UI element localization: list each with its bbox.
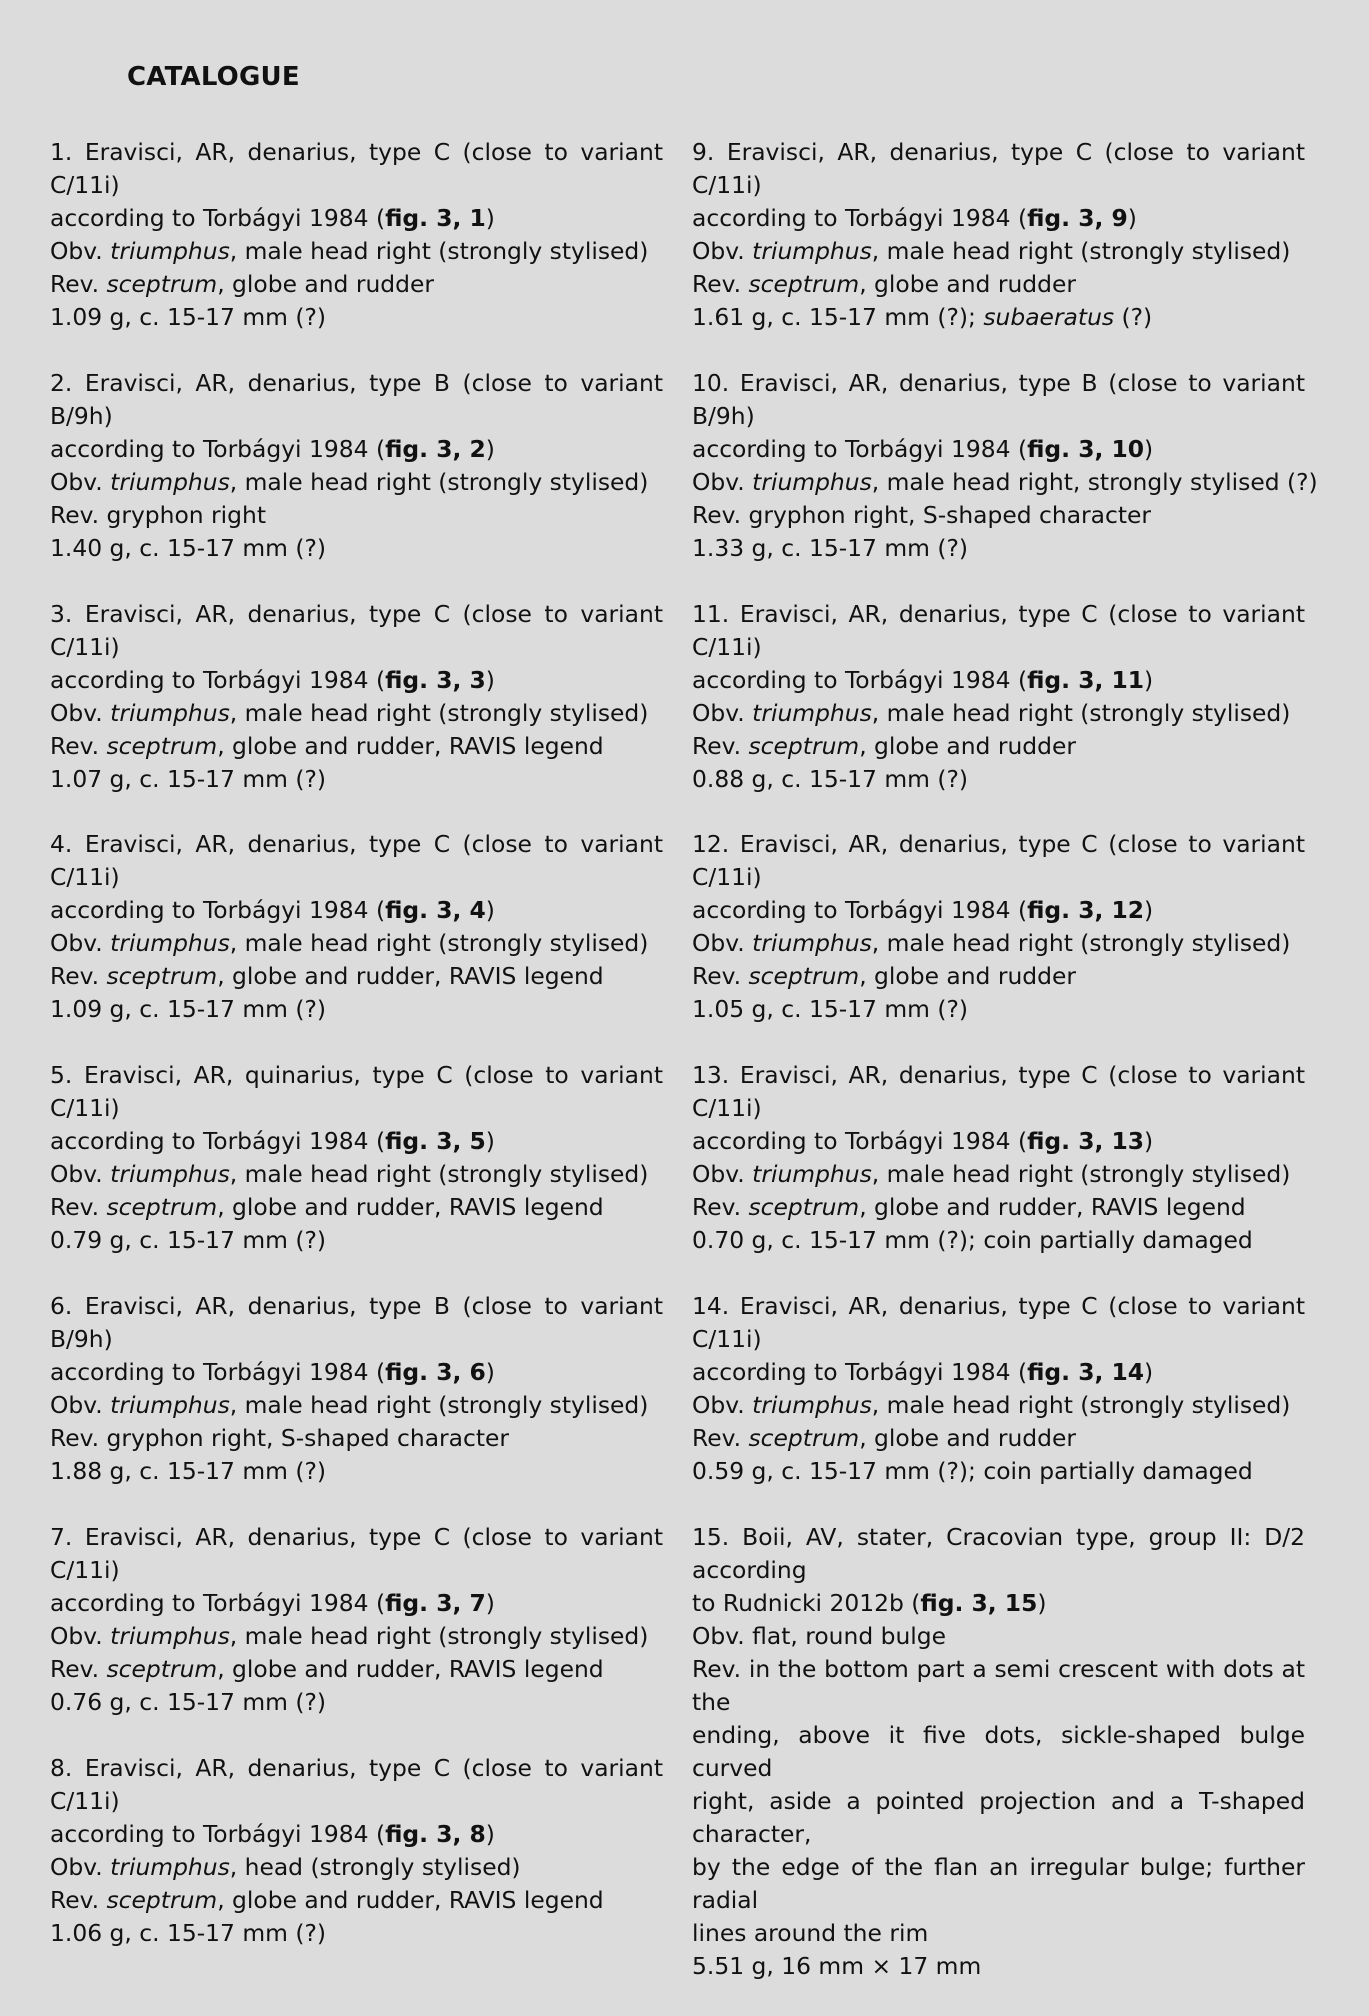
obverse-label: Obv. bbox=[692, 929, 745, 958]
reverse-description-line: right, aside a pointed projection and a T-shaped character, bbox=[692, 1786, 1305, 1848]
entry-obverse bbox=[50, 1620, 663, 1653]
entry-reference bbox=[692, 202, 1305, 235]
weight-diameter: 0.79 g, c. 15-17 mm (?) bbox=[50, 1226, 327, 1255]
entry-reference bbox=[50, 1125, 663, 1158]
entry-description: Eravisci, AR, denarius, type B (close to variant B/9h) bbox=[50, 368, 663, 430]
entry-description: Eravisci, AR, denarius, type B (close to variant B/9h) bbox=[692, 368, 1305, 430]
entry-heading bbox=[50, 1290, 663, 1356]
obverse-description: , male head right (strongly stylised) bbox=[871, 1160, 1291, 1189]
catalogue-entry bbox=[50, 598, 663, 796]
entry-number: 12. bbox=[692, 830, 730, 859]
catalogue-entry bbox=[50, 1752, 663, 1950]
reverse-description-line: Rev. in the bottom part a semi crescent with dots at the bbox=[692, 1654, 1305, 1716]
entry-reverse bbox=[50, 499, 663, 532]
entry-reverse bbox=[50, 1884, 663, 1917]
entry-reference bbox=[692, 1587, 1305, 1620]
entry-description: Eravisci, AR, quinarius, type C (close to variant C/11i) bbox=[50, 1061, 663, 1123]
entry-heading bbox=[50, 1521, 663, 1587]
weight-diameter: 1.06 g, c. 15-17 mm (?) bbox=[50, 1918, 327, 1947]
weight-diameter: 1.33 g, c. 15-17 mm (?) bbox=[692, 533, 969, 562]
catalogue-entry bbox=[50, 1290, 663, 1488]
reverse-description: , globe and rudder, RAVIS legend bbox=[217, 731, 604, 760]
entry-obverse bbox=[692, 1389, 1305, 1422]
obverse-description: , male head right (strongly stylised) bbox=[871, 698, 1291, 727]
figure-reference: fig. 3, 11 bbox=[1027, 665, 1145, 694]
entry-description: Eravisci, AR, denarius, type C (close to variant C/11i) bbox=[50, 1522, 664, 1584]
reverse-legend: sceptrum bbox=[748, 1193, 860, 1222]
catalogue-column-right bbox=[692, 136, 1318, 2016]
obverse-legend: triumphus bbox=[110, 929, 230, 958]
entry-description: Eravisci, AR, denarius, type C (close to variant C/11i) bbox=[50, 1753, 664, 1815]
reverse-description: , globe and rudder bbox=[859, 1423, 1076, 1452]
entry-measurements bbox=[692, 1455, 1305, 1488]
obverse-legend: triumphus bbox=[110, 1852, 230, 1881]
catalogue-entry bbox=[692, 136, 1305, 334]
entry-number: 9. bbox=[692, 138, 715, 166]
reference-close: ) bbox=[1144, 434, 1154, 463]
weight-diameter: 1.09 g, c. 15-17 mm (?) bbox=[50, 995, 327, 1024]
entry-description: Eravisci, AR, denarius, type B (close to variant B/9h) bbox=[50, 1291, 663, 1353]
catalogue-entry bbox=[692, 1521, 1305, 1983]
obverse-legend: triumphus bbox=[752, 1390, 872, 1419]
weight-diameter: 1.88 g, c. 15-17 mm (?) bbox=[50, 1456, 327, 1485]
reference-close: ) bbox=[1144, 1127, 1154, 1156]
entry-reference bbox=[692, 894, 1305, 927]
reverse-description: , globe and rudder, RAVIS legend bbox=[859, 1193, 1246, 1222]
reverse-legend: sceptrum bbox=[106, 1885, 218, 1914]
obverse-legend: triumphus bbox=[752, 698, 872, 727]
reverse-description: , globe and rudder bbox=[217, 270, 434, 298]
reverse-description: , globe and rudder bbox=[859, 962, 1076, 991]
entry-obverse bbox=[50, 1389, 663, 1422]
entry-measurements bbox=[50, 1686, 663, 1719]
obverse-label: Obv. bbox=[692, 1160, 745, 1189]
reference-close: ) bbox=[1144, 896, 1154, 925]
reference-text: according to Torbágyi 1984 ( bbox=[50, 1819, 386, 1848]
obverse-label: Obv. bbox=[692, 467, 745, 496]
entry-obverse bbox=[50, 697, 663, 730]
obverse-description: , male head right (strongly stylised) bbox=[871, 929, 1291, 958]
catalogue-entry bbox=[50, 367, 663, 565]
entry-heading bbox=[50, 598, 663, 664]
entry-description: Eravisci, AR, denarius, type C (close to variant C/11i) bbox=[50, 138, 664, 199]
entry-reverse bbox=[692, 1191, 1305, 1224]
reverse-legend: sceptrum bbox=[748, 962, 860, 991]
catalogue-entry bbox=[50, 1059, 663, 1257]
obverse-label: Obv. bbox=[50, 1160, 103, 1189]
entry-measurements bbox=[50, 301, 663, 334]
obverse-legend: triumphus bbox=[752, 237, 872, 265]
figure-reference: fig. 3, 15 bbox=[920, 1588, 1038, 1617]
reverse-label: Rev. bbox=[50, 731, 100, 760]
obverse-legend: triumphus bbox=[110, 467, 230, 496]
entry-number: 10. bbox=[692, 368, 730, 397]
reverse-label: Rev. bbox=[50, 1654, 100, 1683]
entry-reverse bbox=[692, 268, 1305, 301]
catalogue-entry bbox=[692, 367, 1318, 565]
catalogue-column-left bbox=[50, 136, 663, 1982]
reference-text: according to Torbágyi 1984 ( bbox=[50, 204, 386, 232]
obverse-description: , male head right, strongly stylised (?) bbox=[871, 467, 1318, 496]
entry-number: 15. bbox=[692, 1522, 730, 1551]
entry-reference bbox=[692, 664, 1305, 697]
reverse-legend: sceptrum bbox=[106, 1654, 218, 1683]
entry-obverse bbox=[692, 927, 1305, 960]
entry-measurements bbox=[692, 1224, 1305, 1257]
weight-diameter: 1.09 g, c. 15-17 mm (?) bbox=[50, 303, 327, 331]
reference-text: according to Torbágyi 1984 ( bbox=[50, 665, 386, 694]
reverse-description: , globe and rudder, RAVIS legend bbox=[217, 1885, 604, 1914]
reverse-description-line: lines around the rim bbox=[692, 1918, 929, 1947]
entry-reverse bbox=[692, 960, 1305, 993]
entry-reverse bbox=[50, 1191, 663, 1224]
obverse-label: Obv. bbox=[692, 1390, 745, 1419]
entry-reverse bbox=[692, 1653, 1305, 1950]
reference-text: according to Torbágyi 1984 ( bbox=[692, 1357, 1028, 1386]
entry-measurements bbox=[692, 532, 1305, 565]
figure-reference: fig. 3, 2 bbox=[385, 434, 486, 463]
entry-obverse: Obv. flat, round bulge bbox=[692, 1621, 947, 1650]
entry-obverse bbox=[50, 927, 663, 960]
entry-heading bbox=[50, 367, 663, 433]
measurement-note-em: subaeratus bbox=[983, 303, 1115, 331]
entry-obverse bbox=[692, 466, 1318, 499]
entry-reference bbox=[50, 664, 663, 697]
reference-close: ) bbox=[485, 1127, 495, 1156]
reverse-label: Rev. bbox=[50, 1885, 100, 1914]
entry-reverse bbox=[50, 1422, 663, 1455]
obverse-description: , male head right (strongly stylised) bbox=[229, 1390, 649, 1419]
entry-measurements bbox=[50, 1917, 663, 1950]
entry-description: Eravisci, AR, denarius, type C (close to variant C/11i) bbox=[50, 830, 664, 892]
figure-reference: fig. 3, 10 bbox=[1027, 434, 1145, 463]
entry-reference bbox=[692, 433, 1305, 466]
entry-heading bbox=[50, 1059, 663, 1125]
figure-reference: fig. 3, 7 bbox=[385, 1588, 486, 1617]
obverse-description: , male head right (strongly stylised) bbox=[229, 237, 649, 265]
obverse-label: Obv. bbox=[50, 698, 103, 727]
entry-reference bbox=[50, 202, 663, 235]
catalogue-entry bbox=[692, 828, 1305, 1026]
obverse-description: , male head right (strongly stylised) bbox=[229, 467, 649, 496]
reference-text: to Rudnicki 2012b ( bbox=[692, 1588, 921, 1617]
entry-description: Eravisci, AR, denarius, type C (close to variant C/11i) bbox=[50, 599, 664, 661]
obverse-label: Obv. bbox=[50, 1621, 103, 1650]
entry-reference bbox=[692, 1356, 1305, 1389]
catalogue-entry bbox=[692, 1290, 1305, 1488]
entry-number: 5. bbox=[50, 1061, 73, 1090]
catalogue-entry bbox=[50, 1521, 663, 1719]
reference-close: ) bbox=[1144, 1357, 1154, 1386]
entry-reverse bbox=[692, 730, 1305, 763]
entry-heading bbox=[692, 828, 1305, 894]
reference-close: ) bbox=[485, 204, 495, 232]
reverse-label: Rev. bbox=[692, 1193, 742, 1222]
reference-text: according to Torbágyi 1984 ( bbox=[692, 665, 1028, 694]
entry-description: Eravisci, AR, denarius, type C (close to variant C/11i) bbox=[692, 830, 1306, 892]
reference-text: according to Torbágyi 1984 ( bbox=[692, 434, 1028, 463]
reverse-description: , globe and rudder bbox=[859, 270, 1076, 298]
entry-obverse bbox=[692, 1158, 1305, 1191]
reference-text: according to Torbágyi 1984 ( bbox=[50, 1357, 386, 1386]
reverse-label: Rev. bbox=[692, 962, 742, 991]
entry-number: 4. bbox=[50, 830, 73, 859]
entry-reference bbox=[50, 1587, 663, 1620]
entry-number: 6. bbox=[50, 1291, 73, 1320]
obverse-label: Obv. bbox=[50, 1852, 103, 1881]
entry-heading bbox=[692, 1059, 1305, 1125]
obverse-label: Obv. bbox=[692, 237, 745, 265]
reverse-label: Rev. bbox=[50, 1193, 100, 1222]
entry-reference bbox=[692, 1125, 1305, 1158]
weight-diameter: 1.40 g, c. 15-17 mm (?) bbox=[50, 533, 327, 562]
reference-text: according to Torbágyi 1984 ( bbox=[692, 896, 1028, 925]
reverse-label: Rev. bbox=[692, 500, 742, 529]
entry-number: 14. bbox=[692, 1291, 730, 1320]
entry-description: Eravisci, AR, denarius, type C (close to variant C/11i) bbox=[692, 138, 1306, 199]
catalogue-entry bbox=[692, 598, 1305, 796]
reverse-description-line: by the edge of the flan an irregular bulge; further radial bbox=[692, 1852, 1305, 1914]
entry-reverse bbox=[50, 730, 663, 763]
weight-diameter: 1.07 g, c. 15-17 mm (?) bbox=[50, 764, 327, 793]
entry-reverse bbox=[50, 268, 663, 301]
entry-reverse bbox=[50, 1653, 663, 1686]
entry-description: Eravisci, AR, denarius, type C (close to variant C/11i) bbox=[692, 1291, 1306, 1353]
reference-close: ) bbox=[485, 1357, 495, 1386]
reverse-label: Rev. bbox=[692, 270, 742, 298]
obverse-legend: triumphus bbox=[752, 1160, 872, 1189]
obverse-label: Obv. bbox=[692, 698, 745, 727]
entry-measurements: 5.51 g, 16 mm × 17 mm bbox=[692, 1951, 982, 1980]
figure-reference: fig. 3, 4 bbox=[385, 896, 486, 925]
entry-measurements bbox=[50, 532, 663, 565]
weight-diameter: 0.88 g, c. 15-17 mm (?) bbox=[692, 764, 969, 793]
obverse-description: , male head right (strongly stylised) bbox=[229, 929, 649, 958]
entry-number: 2. bbox=[50, 368, 73, 397]
entry-description: Boii, AV, stater, Cracovian type, group II: D/2 according bbox=[692, 1522, 1305, 1584]
obverse-label: Obv. bbox=[50, 1390, 103, 1419]
entry-measurements bbox=[692, 301, 1305, 334]
reverse-label: Rev. bbox=[50, 500, 100, 529]
reverse-legend: sceptrum bbox=[748, 1423, 860, 1452]
reference-close: ) bbox=[485, 1588, 495, 1617]
entry-number: 11. bbox=[692, 599, 730, 628]
figure-reference: fig. 3, 3 bbox=[385, 665, 486, 694]
reverse-label: Rev. bbox=[50, 270, 100, 298]
reference-close: ) bbox=[1127, 204, 1137, 232]
reference-text: according to Torbágyi 1984 ( bbox=[692, 1127, 1028, 1156]
entry-obverse bbox=[50, 1851, 663, 1884]
obverse-label: Obv. bbox=[50, 237, 103, 265]
entry-heading bbox=[692, 1521, 1305, 1587]
obverse-description: , male head right (strongly stylised) bbox=[229, 1160, 649, 1189]
reference-text: according to Torbágyi 1984 ( bbox=[50, 1588, 386, 1617]
reference-text: according to Torbágyi 1984 ( bbox=[50, 896, 386, 925]
reverse-description: , globe and rudder, RAVIS legend bbox=[217, 1193, 604, 1222]
entry-description: Eravisci, AR, denarius, type C (close to variant C/11i) bbox=[692, 599, 1306, 661]
entry-heading bbox=[692, 136, 1305, 202]
entry-heading bbox=[692, 367, 1305, 433]
reverse-description: gryphon right, S-shaped character bbox=[748, 500, 1152, 529]
weight-diameter: 1.61 g, c. 15-17 mm (?); bbox=[692, 303, 984, 331]
entry-number: 3. bbox=[50, 599, 73, 628]
reference-close: ) bbox=[485, 1819, 495, 1848]
entry-measurements bbox=[692, 993, 1305, 1026]
entry-measurements bbox=[50, 1455, 663, 1488]
catalogue-entry bbox=[692, 1059, 1305, 1257]
reference-close: ) bbox=[485, 896, 495, 925]
obverse-legend: triumphus bbox=[110, 1160, 230, 1189]
entry-number: 13. bbox=[692, 1061, 730, 1090]
obverse-description: , male head right (strongly stylised) bbox=[871, 237, 1291, 265]
entry-obverse bbox=[50, 235, 663, 268]
entry-measurements bbox=[50, 993, 663, 1026]
entry-reference bbox=[50, 433, 663, 466]
reverse-label: Rev. bbox=[692, 1423, 742, 1452]
obverse-legend: triumphus bbox=[752, 929, 872, 958]
reverse-legend: sceptrum bbox=[106, 731, 218, 760]
entry-heading bbox=[692, 1290, 1305, 1356]
entry-obverse bbox=[50, 466, 663, 499]
obverse-legend: triumphus bbox=[110, 1621, 230, 1650]
reference-text: according to Torbágyi 1984 ( bbox=[692, 204, 1028, 232]
catalogue-heading: CATALOGUE bbox=[127, 62, 300, 92]
reverse-legend: sceptrum bbox=[748, 731, 860, 760]
entry-heading bbox=[50, 1752, 663, 1818]
reference-close: ) bbox=[485, 434, 495, 463]
entry-number: 8. bbox=[50, 1753, 73, 1782]
measurement-note: (?) bbox=[1114, 303, 1153, 331]
figure-reference: fig. 3, 1 bbox=[385, 204, 486, 232]
obverse-legend: triumphus bbox=[110, 237, 230, 265]
entry-number: 1. bbox=[50, 138, 73, 166]
obverse-legend: triumphus bbox=[110, 1390, 230, 1419]
weight-diameter: 1.05 g, c. 15-17 mm (?) bbox=[692, 995, 969, 1024]
figure-reference: fig. 3, 5 bbox=[385, 1127, 486, 1156]
entry-reference bbox=[50, 1818, 663, 1851]
reverse-label: Rev. bbox=[50, 962, 100, 991]
weight-diameter: 0.59 g, c. 15-17 mm (?); coin partially damaged bbox=[692, 1456, 1253, 1485]
entry-measurements bbox=[50, 1224, 663, 1257]
entry-reference bbox=[50, 1356, 663, 1389]
obverse-label: Obv. bbox=[50, 929, 103, 958]
reverse-legend: sceptrum bbox=[106, 1193, 218, 1222]
figure-reference: fig. 3, 8 bbox=[385, 1819, 486, 1848]
entry-heading bbox=[50, 828, 663, 894]
figure-reference: fig. 3, 14 bbox=[1027, 1357, 1145, 1386]
obverse-description: , head (strongly stylised) bbox=[229, 1852, 521, 1881]
reverse-description: gryphon right bbox=[106, 500, 267, 529]
catalogue-entry bbox=[50, 828, 663, 1026]
entry-description: Eravisci, AR, denarius, type C (close to variant C/11i) bbox=[692, 1061, 1306, 1123]
obverse-label: Obv. bbox=[50, 467, 103, 496]
obverse-description: , male head right (strongly stylised) bbox=[871, 1390, 1291, 1419]
reverse-description: gryphon right, S-shaped character bbox=[106, 1423, 510, 1452]
entry-obverse bbox=[692, 697, 1305, 730]
reference-text: according to Torbágyi 1984 ( bbox=[50, 434, 386, 463]
reverse-label: Rev. bbox=[50, 1423, 100, 1452]
reverse-description: , globe and rudder bbox=[859, 731, 1076, 760]
entry-reverse bbox=[50, 960, 663, 993]
entry-reverse bbox=[692, 1422, 1305, 1455]
figure-reference: fig. 3, 13 bbox=[1027, 1127, 1145, 1156]
catalogue-entry bbox=[50, 136, 663, 334]
figure-reference: fig. 3, 9 bbox=[1027, 204, 1128, 232]
weight-diameter: 0.70 g, c. 15-17 mm (?); coin partially damaged bbox=[692, 1226, 1253, 1255]
entry-reverse bbox=[692, 499, 1305, 532]
reverse-label: Rev. bbox=[692, 731, 742, 760]
reference-close: ) bbox=[485, 665, 495, 694]
reverse-description: , globe and rudder, RAVIS legend bbox=[217, 1654, 604, 1683]
figure-reference: fig. 3, 12 bbox=[1027, 896, 1145, 925]
reverse-legend: sceptrum bbox=[748, 270, 860, 298]
reverse-legend: sceptrum bbox=[106, 962, 218, 991]
entry-number: 7. bbox=[50, 1522, 73, 1551]
reverse-legend: sceptrum bbox=[106, 270, 218, 298]
reference-close: ) bbox=[1144, 665, 1154, 694]
figure-reference: fig. 3, 6 bbox=[385, 1357, 486, 1386]
obverse-legend: triumphus bbox=[110, 698, 230, 727]
entry-obverse bbox=[692, 235, 1305, 268]
entry-heading bbox=[50, 136, 663, 202]
entry-measurements bbox=[692, 763, 1305, 796]
entry-measurements bbox=[50, 763, 663, 796]
entry-heading bbox=[692, 598, 1305, 664]
reference-close: ) bbox=[1037, 1588, 1047, 1617]
reference-text: according to Torbágyi 1984 ( bbox=[50, 1127, 386, 1156]
reverse-description: , globe and rudder, RAVIS legend bbox=[217, 962, 604, 991]
obverse-description: , male head right (strongly stylised) bbox=[229, 698, 649, 727]
reverse-description-line: ending, above it five dots, sickle-shaped bulge curved bbox=[692, 1720, 1305, 1782]
obverse-legend: triumphus bbox=[752, 467, 872, 496]
obverse-description: , male head right (strongly stylised) bbox=[229, 1621, 649, 1650]
entry-obverse bbox=[50, 1158, 663, 1191]
entry-reference bbox=[50, 894, 663, 927]
weight-diameter: 0.76 g, c. 15-17 mm (?) bbox=[50, 1687, 327, 1716]
